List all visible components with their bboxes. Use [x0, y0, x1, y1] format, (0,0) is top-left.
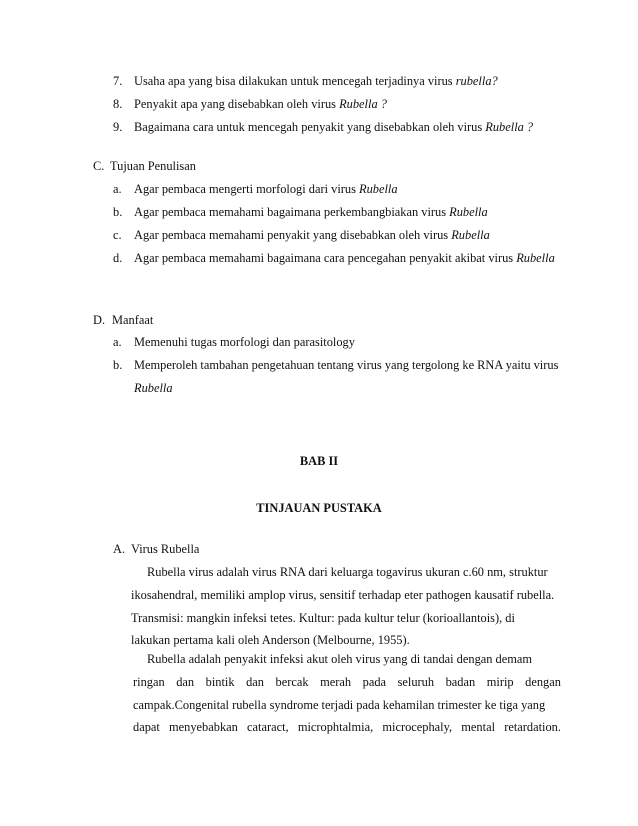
item-text-continuation: Rubella [134, 381, 173, 395]
word: dan [176, 675, 195, 689]
chapter-title: TINJAUAN PUSTAKA [256, 501, 382, 515]
item-text-plain: Agar pembaca memahami penyakit yang disebabkan oleh virus [134, 228, 452, 242]
word: merah [320, 675, 352, 689]
word: pada [362, 675, 387, 689]
section-marker: A. [113, 542, 126, 556]
word: bintik [205, 675, 235, 689]
section-title: Manfaat [112, 313, 154, 327]
item-number: 8. [113, 97, 123, 111]
item-text-italic: Rubella [451, 228, 490, 242]
word: retardation. [504, 720, 561, 734]
paragraph-line: Transmisi: mangkin infeksi tetes. Kultur: pada kultur telur (korioallantois), di [131, 611, 515, 625]
item-text-plain: Agar pembaca memahami bagaimana cara pencegahan penyakit akibat virus [134, 251, 517, 265]
item-text [134, 181, 398, 197]
item-text: Memenuhi tugas morfologi dan parasitology [134, 335, 355, 349]
item-text [134, 73, 498, 89]
item-text [134, 250, 555, 266]
item-letter: b. [113, 205, 123, 219]
chapter-number: BAB II [299, 454, 339, 468]
item-text-plain: Bagaimana cara untuk mencegah penyakit yang disebabkan oleh virus [134, 120, 486, 134]
item-text-italic: Rubella ? [339, 97, 387, 111]
item-number: 9. [113, 120, 123, 134]
section-title: Virus Rubella [131, 542, 200, 556]
word: ringan [133, 675, 165, 689]
item-letter: c. [113, 228, 122, 242]
item-text: Memperoleh tambahan pengetahuan tentang virus yang tergolong ke RNA yaitu virus [134, 358, 559, 372]
item-text [134, 119, 533, 135]
item-text-italic: rubella? [455, 74, 498, 88]
word: microcephaly, [382, 720, 453, 734]
word: bercak [275, 675, 309, 689]
word: menyebabkan [169, 720, 238, 734]
item-text [134, 204, 488, 220]
word: mirip [486, 675, 514, 689]
item-text-italic: Rubella [449, 205, 488, 219]
item-letter: a. [113, 182, 122, 196]
item-text [134, 96, 387, 112]
section-title: Tujuan Penulisan [110, 159, 196, 173]
word: microphtalmia, [297, 720, 374, 734]
word: badan [445, 675, 476, 689]
item-text-plain: Agar pembaca mengerti morfologi dari virus [134, 182, 360, 196]
word: cataract, [247, 720, 289, 734]
item-text-plain: Agar pembaca memahami bagaimana perkembangbiakan virus [134, 205, 450, 219]
item-text-italic: Rubella [516, 251, 555, 265]
paragraph-line-justified [133, 719, 561, 735]
paragraph-line-justified [133, 674, 561, 690]
item-number: 7. [113, 74, 123, 88]
item-text [134, 227, 490, 243]
word: mental [461, 720, 496, 734]
paragraph-line: Rubella adalah penyakit infeksi akut oleh virus yang di tandai dengan demam [147, 652, 533, 666]
item-text-italic: Rubella [359, 182, 398, 196]
item-text-plain: Penyakit apa yang disebabkan oleh virus [134, 97, 340, 111]
word: dengan [525, 675, 561, 689]
section-marker: C. [93, 159, 105, 173]
item-text-italic: Rubella ? [485, 120, 534, 134]
item-letter: d. [113, 251, 123, 265]
paragraph-line: campak.Congenital rubella syndrome terjadi pada kehamilan trimester ke tiga yang [133, 698, 546, 712]
word: dapat [133, 720, 160, 734]
paragraph-line: Rubella virus adalah virus RNA dari keluarga togavirus ukuran c.60 nm, struktur [147, 565, 548, 579]
item-letter: b. [113, 358, 123, 372]
paragraph-line: ikosahendral, memiliki amplop virus, sensitif terhadap eter pathogen kausatif rubella. [131, 588, 555, 602]
word: seluruh [397, 675, 435, 689]
word: dan [246, 675, 264, 689]
item-text-plain: Usaha apa yang bisa dilakukan untuk mencegah terjadinya virus [134, 74, 456, 88]
item-letter: a. [113, 335, 122, 349]
section-marker: D. [93, 313, 106, 327]
paragraph-line: lakukan pertama kali oleh Anderson (Melbourne, 1955). [131, 633, 410, 647]
